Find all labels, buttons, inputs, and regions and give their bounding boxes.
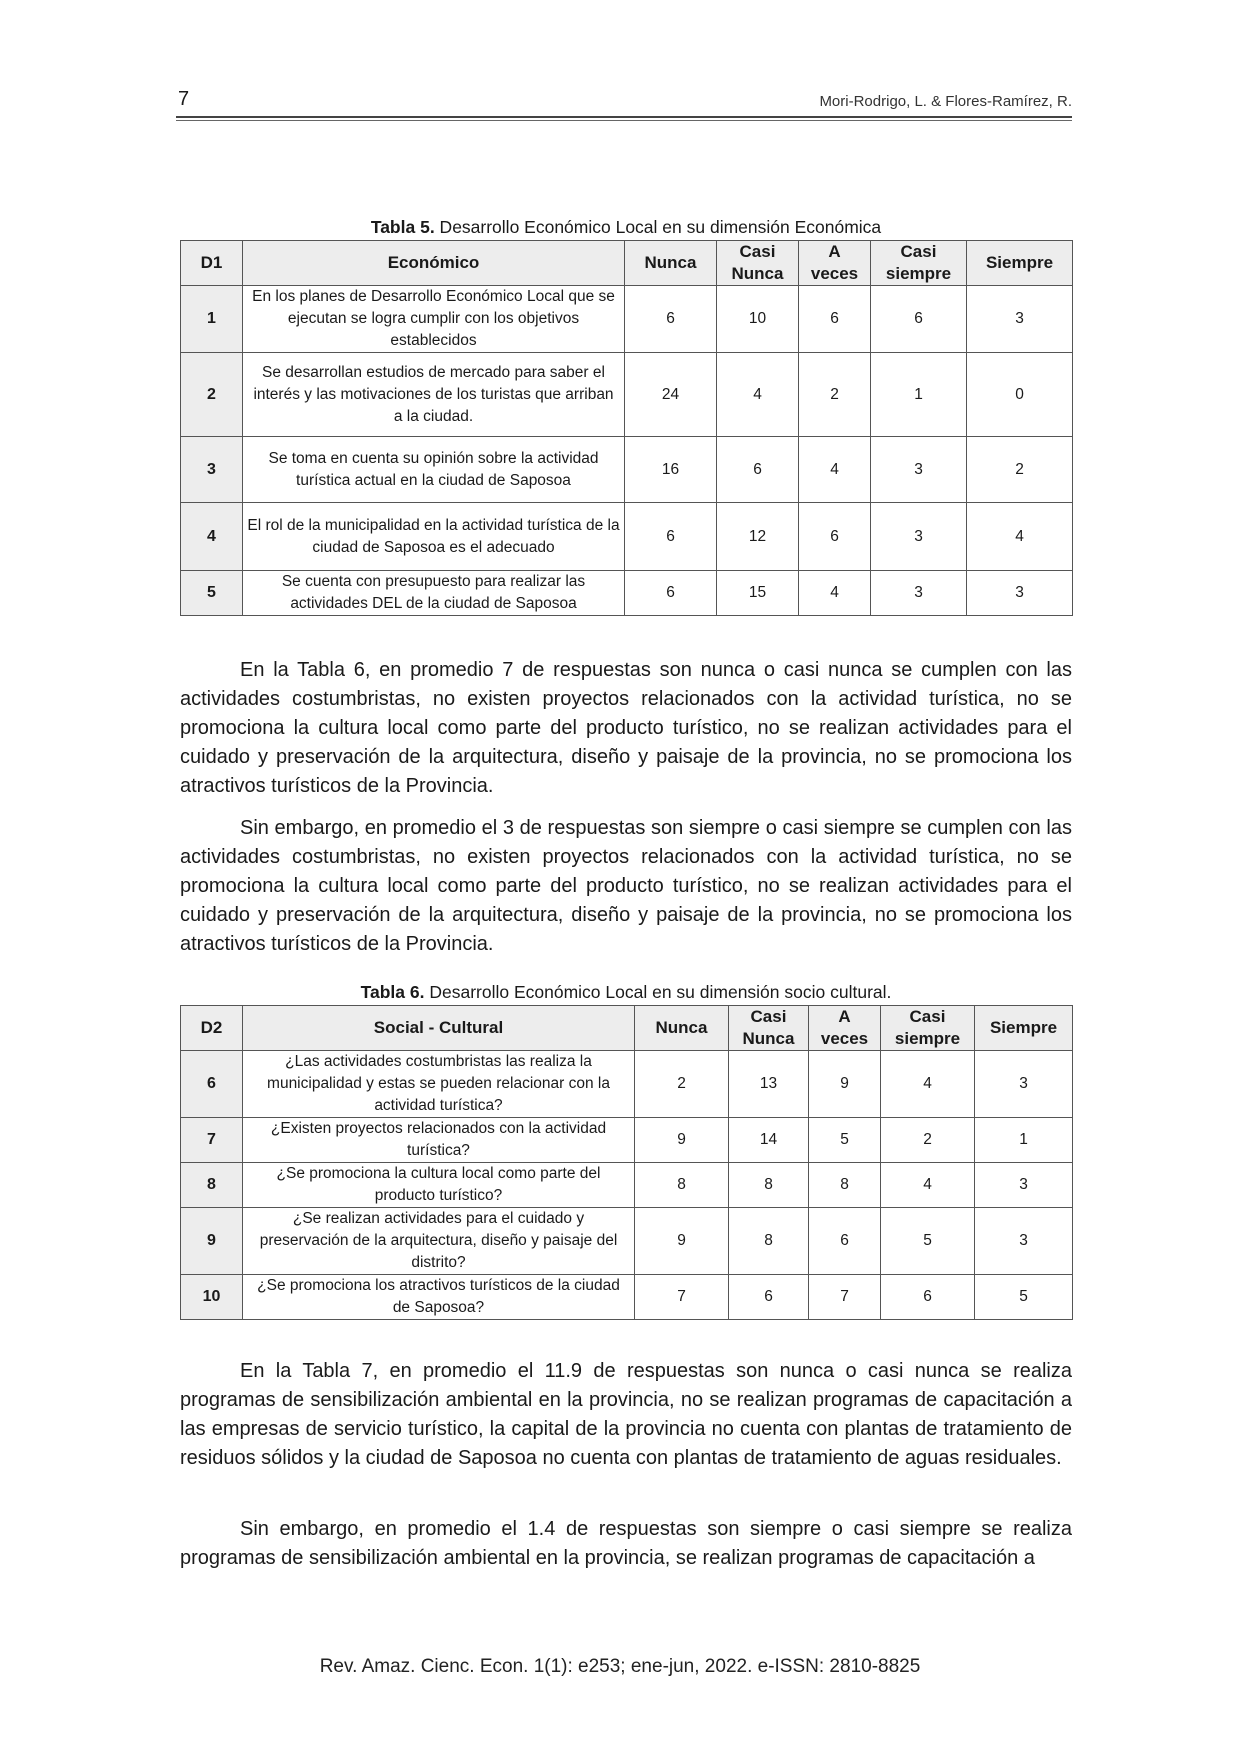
header-rule-thin [176,120,1072,121]
row-item: ¿Se promociona la cultura local como parte del producto turístico? [243,1163,635,1208]
cell-a-veces: 8 [809,1163,881,1208]
table5 [180,240,1073,616]
cell-a-veces: 5 [809,1118,881,1163]
table5-header-id: D1 [181,241,243,286]
cell-casi-siempre: 6 [871,286,967,353]
row-id: 8 [181,1163,243,1208]
table-row [181,1208,1073,1275]
row-item: El rol de la municipalidad en la actividad turística de la ciudad de Saposoa es el adecuado [243,503,625,571]
table5-caption-text: Desarrollo Económico Local en su dimensión Económica [434,217,882,237]
cell-a-veces: 7 [809,1275,881,1320]
cell-nunca: 9 [635,1118,729,1163]
table5-header-row [181,241,1073,286]
row-item: En los planes de Desarrollo Económico Local que se ejecutan se logra cumplir con los objetivos establecidos [243,286,625,353]
cell-siempre: 3 [967,571,1073,616]
row-id: 3 [181,437,243,503]
table-row [181,1118,1073,1163]
table6-caption-text: Desarrollo Económico Local en su dimensión socio cultural. [424,982,892,1002]
row-id: 10 [181,1275,243,1320]
table-row [181,571,1073,616]
cell-casi-siempre: 3 [871,437,967,503]
cell-nunca: 16 [625,437,717,503]
row-item: Se toma en cuenta su opinión sobre la actividad turística actual en la ciudad de Saposoa [243,437,625,503]
cell-casi-nunca: 15 [717,571,799,616]
cell-siempre: 3 [967,286,1073,353]
row-item: ¿Se promociona los atractivos turísticos de la ciudad de Saposoa? [243,1275,635,1320]
cell-casi-siempre: 2 [881,1118,975,1163]
cell-nunca: 7 [635,1275,729,1320]
cell-casi-nunca: 10 [717,286,799,353]
cell-casi-nunca: 4 [717,353,799,437]
table6-header-id: D2 [181,1006,243,1051]
cell-siempre: 3 [975,1208,1073,1275]
paragraph-3: En la Tabla 7, en promedio el 11.9 de respuestas son nunca o casi nunca se realiza programas de sensibilización ambiental en la provincia, no se realizan programas de capacitación a las empresas de servicio turístico, la capital de la provincia no cuenta con plantas de tratamiento de residuos sólidos y la ciudad de Saposoa no cuenta con plantas de tratamiento de aguas residuales. [180,1360,1072,1469]
journal-citation-footer: Rev. Amaz. Cienc. Econ. 1(1): e253; ene-jun, 2022. e-ISSN: 2810-8825 [319,1656,921,1677]
table5-header-a-veces: A veces [799,241,871,286]
cell-nunca: 2 [635,1051,729,1118]
table6-caption-label: Tabla 6. [360,982,425,1002]
table6-caption [180,982,1072,1003]
cell-nunca: 9 [635,1208,729,1275]
paragraph-1: En la Tabla 6, en promedio 7 de respuestas son nunca o casi nunca se cumplen con las actividades costumbristas, no existen proyectos relacionados con la actividad turística, no se promociona la cultura local como parte del producto turístico, no se realizan actividades para el cuidado y preservación de la arquitectura, diseño y paisaje de la provincia, no se promociona los atractivos turísticos de la Provincia. [180,659,1072,797]
cell-a-veces: 2 [799,353,871,437]
table5-header-nunca: Nunca [625,241,717,286]
table6-header-a-veces: A veces [809,1006,881,1051]
cell-casi-nunca: 14 [729,1118,809,1163]
cell-a-veces: 9 [809,1051,881,1118]
cell-siempre: 3 [975,1163,1073,1208]
row-id: 6 [181,1051,243,1118]
cell-siempre: 3 [975,1051,1073,1118]
cell-nunca: 6 [625,286,717,353]
row-item: ¿Existen proyectos relacionados con la actividad turística? [243,1118,635,1163]
cell-siempre: 5 [975,1275,1073,1320]
table-row [181,1275,1073,1320]
row-id: 5 [181,571,243,616]
row-item: Se cuenta con presupuesto para realizar las actividades DEL de la ciudad de Saposoa [243,571,625,616]
cell-casi-siempre: 4 [881,1051,975,1118]
table6-header-siempre: Siempre [975,1006,1073,1051]
table-row [181,437,1073,503]
table-row [181,503,1073,571]
running-head-authors: Mori-Rodrigo, L. & Flores-Ramírez, R. [819,93,1072,110]
cell-a-veces: 6 [799,503,871,571]
row-id: 2 [181,353,243,437]
table6-header-row [181,1006,1073,1051]
cell-casi-siempre: 3 [871,503,967,571]
cell-nunca: 6 [625,503,717,571]
cell-nunca: 24 [625,353,717,437]
cell-siempre: 2 [967,437,1073,503]
cell-casi-nunca: 6 [717,437,799,503]
cell-siempre: 4 [967,503,1073,571]
table5-header-casi-nunca: Casi Nunca [717,241,799,286]
row-item: ¿Se realizan actividades para el cuidado y preservación de la arquitectura, diseño y paisaje del distrito? [243,1208,635,1275]
table5-caption [180,217,1072,238]
paragraph-4: Sin embargo, en promedio el 1.4 de respuestas son siempre o casi siempre se realiza programas de sensibilización ambiental en la provincia, se realizan programas de capacitación a [180,1518,1072,1569]
table6 [180,1005,1073,1320]
row-item: Se desarrollan estudios de mercado para saber el interés y las motivaciones de los turistas que arriban a la ciudad. [243,353,625,437]
cell-casi-siempre: 4 [881,1163,975,1208]
cell-casi-siempre: 3 [871,571,967,616]
table5-header-casi-siempre: Casi siempre [871,241,967,286]
page-number: 7 [178,88,190,110]
cell-casi-siempre: 6 [881,1275,975,1320]
table6-header-casi-nunca: Casi Nunca [729,1006,809,1051]
cell-nunca: 8 [635,1163,729,1208]
paragraph-2: Sin embargo, en promedio el 3 de respuestas son siempre o casi siempre se cumplen con las actividades costumbristas, no existen proyectos relacionados con la actividad turística, no se promociona la cultura local como parte del producto turístico, no se realizan actividades para el cuidado y preservación de la arquitectura, diseño y paisaje de la provincia, no se promociona los atractivos turísticos de la Provincia. [180,817,1072,955]
cell-siempre: 1 [975,1118,1073,1163]
cell-casi-nunca: 8 [729,1163,809,1208]
cell-siempre: 0 [967,353,1073,437]
cell-a-veces: 6 [809,1208,881,1275]
table5-caption-label: Tabla 5. [370,217,435,237]
table5-header-siempre: Siempre [967,241,1073,286]
row-id: 4 [181,503,243,571]
table-row [181,286,1073,353]
row-id: 7 [181,1118,243,1163]
cell-casi-siempre: 5 [881,1208,975,1275]
table-row [181,1051,1073,1118]
header-rule [176,116,1072,118]
row-id: 9 [181,1208,243,1275]
row-item: ¿Las actividades costumbristas las realiza la municipalidad y estas se pueden relacionar con la actividad turística? [243,1051,635,1118]
cell-a-veces: 4 [799,437,871,503]
cell-casi-siempre: 1 [871,353,967,437]
table-row [181,1163,1073,1208]
table6-header-casi-siempre: Casi siempre [881,1006,975,1051]
table5-header-item: Económico [243,241,625,286]
cell-a-veces: 6 [799,286,871,353]
row-id: 1 [181,286,243,353]
cell-a-veces: 4 [799,571,871,616]
cell-nunca: 6 [625,571,717,616]
cell-casi-nunca: 12 [717,503,799,571]
cell-casi-nunca: 8 [729,1208,809,1275]
cell-casi-nunca: 6 [729,1275,809,1320]
table-row [181,353,1073,437]
table6-header-nunca: Nunca [635,1006,729,1051]
table6-header-item: Social - Cultural [243,1006,635,1051]
cell-casi-nunca: 13 [729,1051,809,1118]
